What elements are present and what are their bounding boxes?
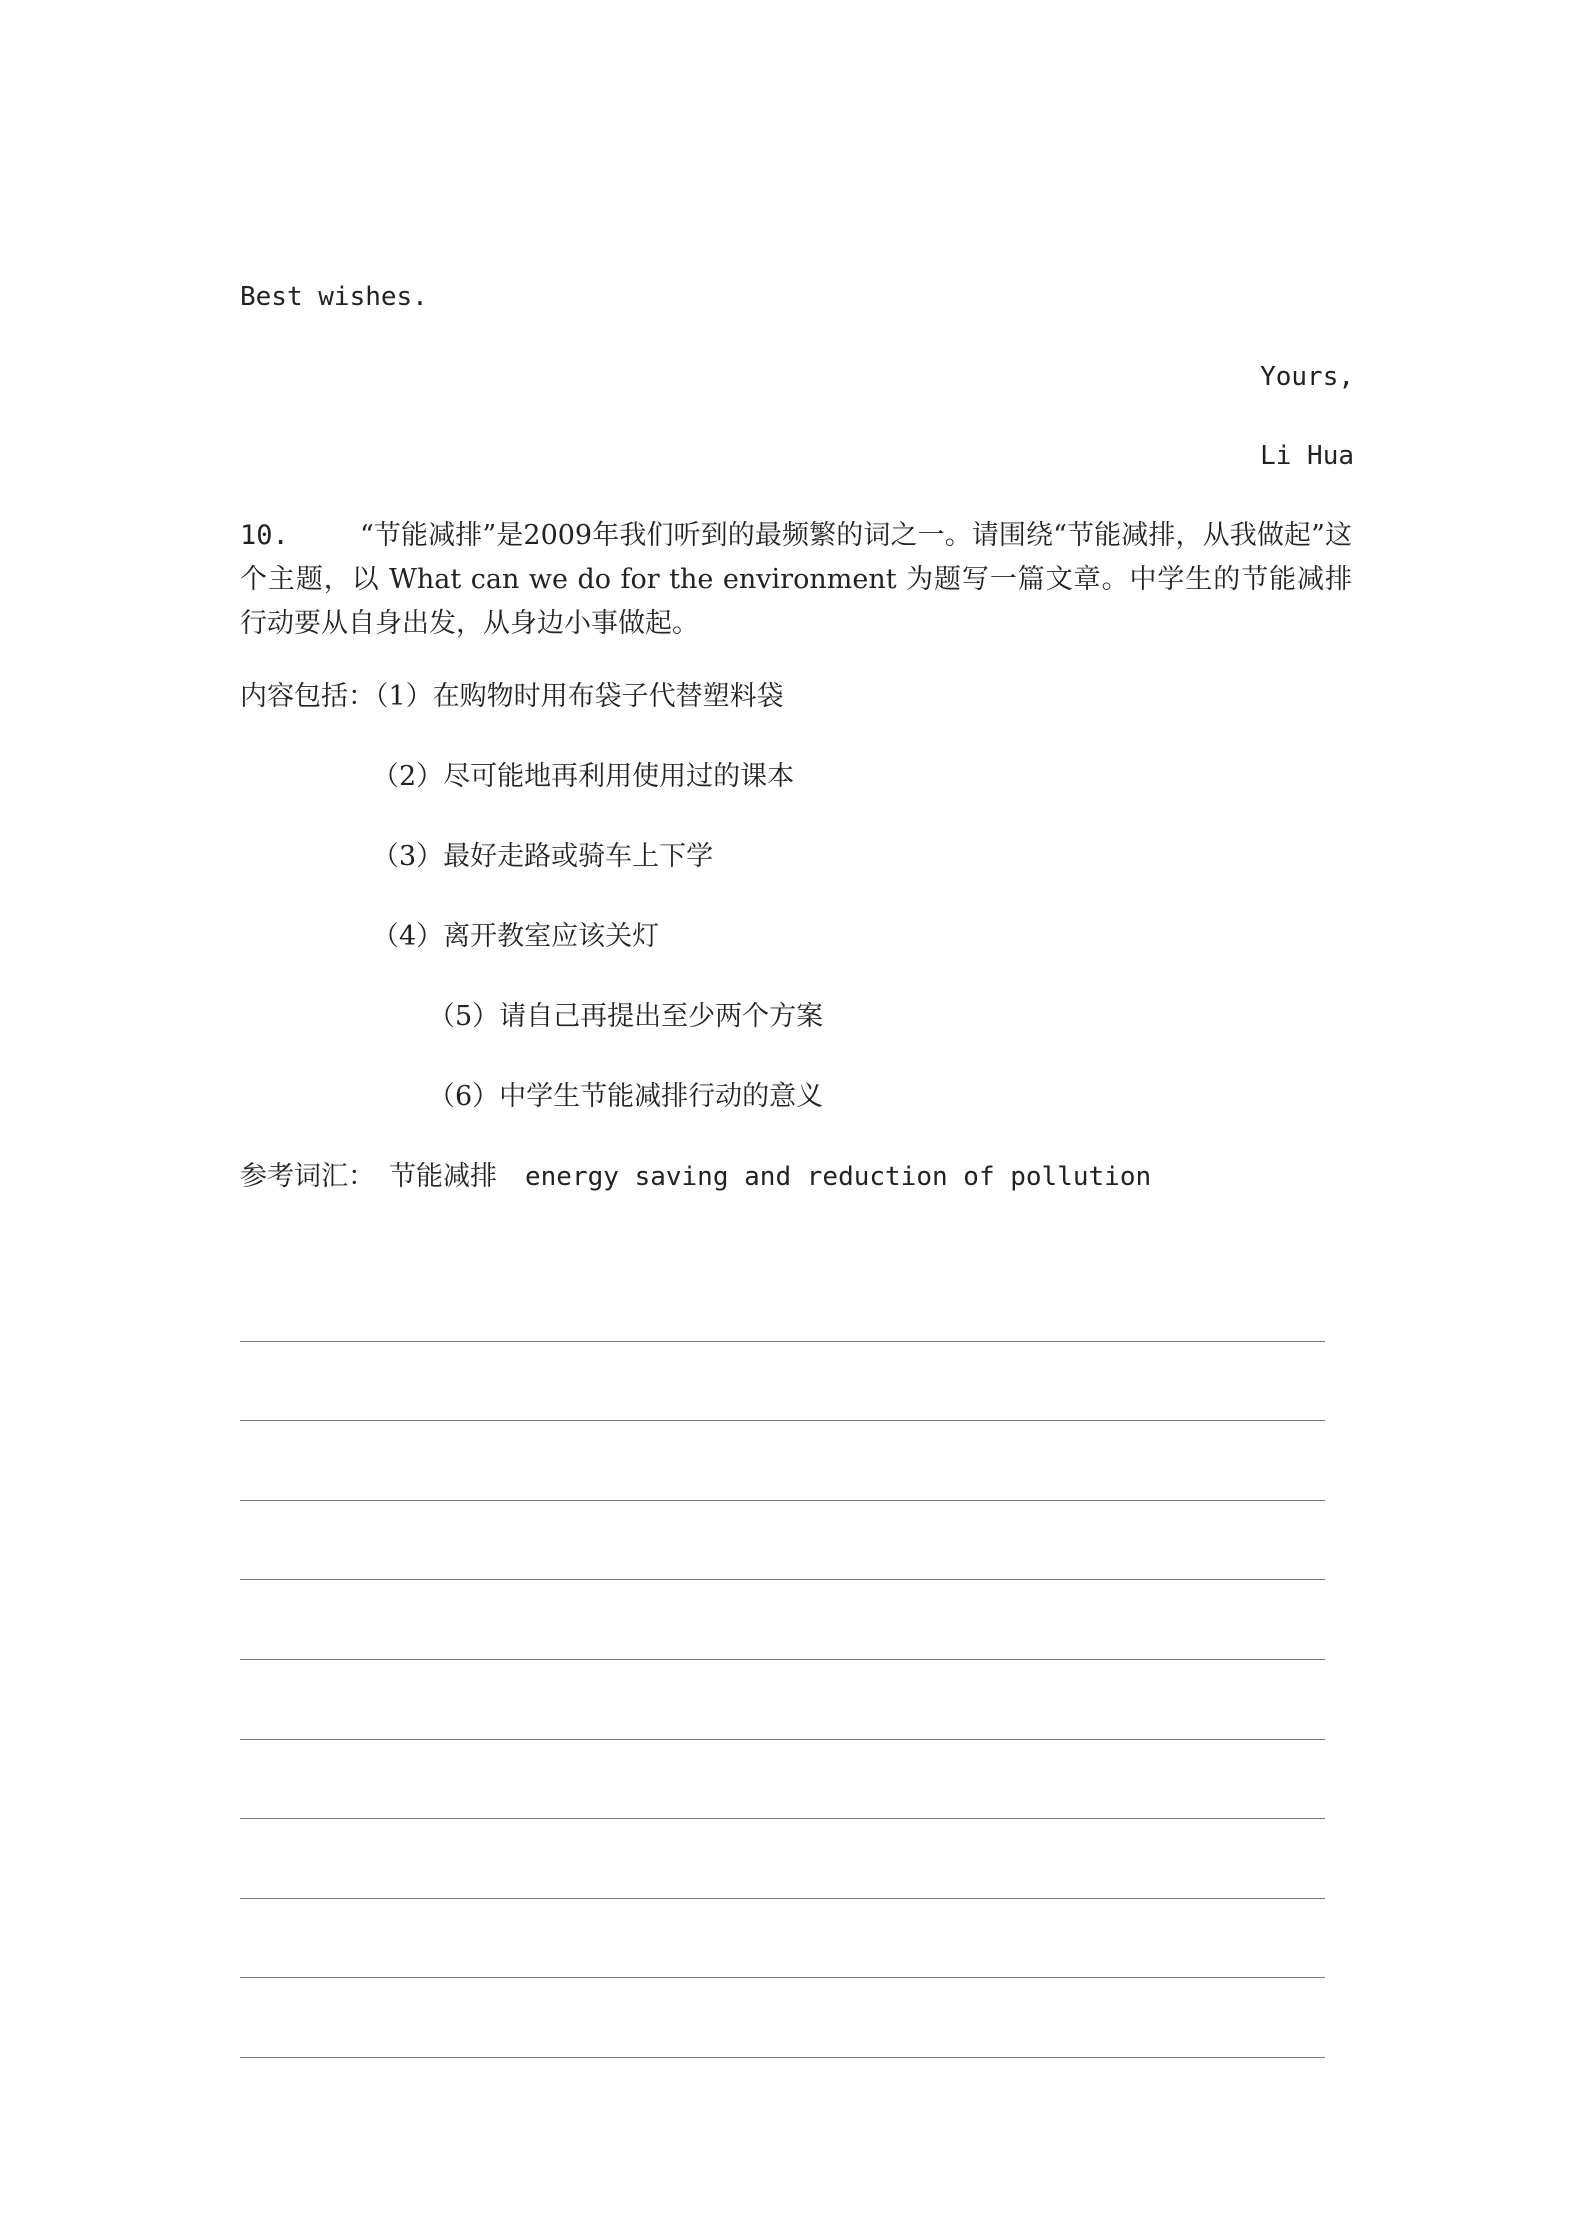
answer-line xyxy=(240,1342,1325,1422)
answer-lines xyxy=(240,1262,1325,2058)
answer-line xyxy=(240,1819,1325,1899)
vocab-label: 参考词汇： xyxy=(240,1161,375,1192)
answer-line xyxy=(240,1421,1325,1501)
answer-line xyxy=(240,1978,1325,2058)
answer-line xyxy=(240,1580,1325,1660)
answer-line xyxy=(240,1899,1325,1979)
question-prompt: “节能减排”是2009年我们听到的最频繁的词之一。请围绕“节能减排，从我做起”这个主题，以 What can we do for the environment 为题写一篇文章。中学生的节能减排行动要从自身出发，从身边小事做起。 xyxy=(240,520,1352,639)
question-number: 10. xyxy=(240,520,289,551)
content-point-1: （1）在购物时用布袋子代替塑料袋 xyxy=(375,681,784,712)
vocab-translation: energy saving and reduction of pollution xyxy=(525,1162,1152,1192)
reference-vocabulary xyxy=(240,1157,1151,1197)
letter-signature: Li Hua xyxy=(1260,441,1354,471)
letter-closing: Best wishes. xyxy=(240,282,428,312)
content-point-5: （5）请自己再提出至少两个方案 xyxy=(428,1001,824,1032)
vocab-term: 节能减排 xyxy=(389,1161,497,1192)
content-point-4: （4）离开教室应该关灯 xyxy=(372,921,660,952)
answer-line xyxy=(240,1501,1325,1581)
content-label: 内容包括： xyxy=(240,681,375,712)
content-point-6: （6）中学生节能减排行动的意义 xyxy=(428,1081,824,1112)
content-list-first-row xyxy=(240,677,784,717)
answer-line xyxy=(240,1660,1325,1740)
content-point-3: （3）最好走路或骑车上下学 xyxy=(372,841,714,872)
answer-line xyxy=(240,1740,1325,1820)
answer-line xyxy=(240,1262,1325,1342)
letter-valediction: Yours, xyxy=(1260,362,1354,392)
content-point-2: （2）尽可能地再利用使用过的课本 xyxy=(372,761,795,792)
question-prompt-block xyxy=(240,514,1352,646)
